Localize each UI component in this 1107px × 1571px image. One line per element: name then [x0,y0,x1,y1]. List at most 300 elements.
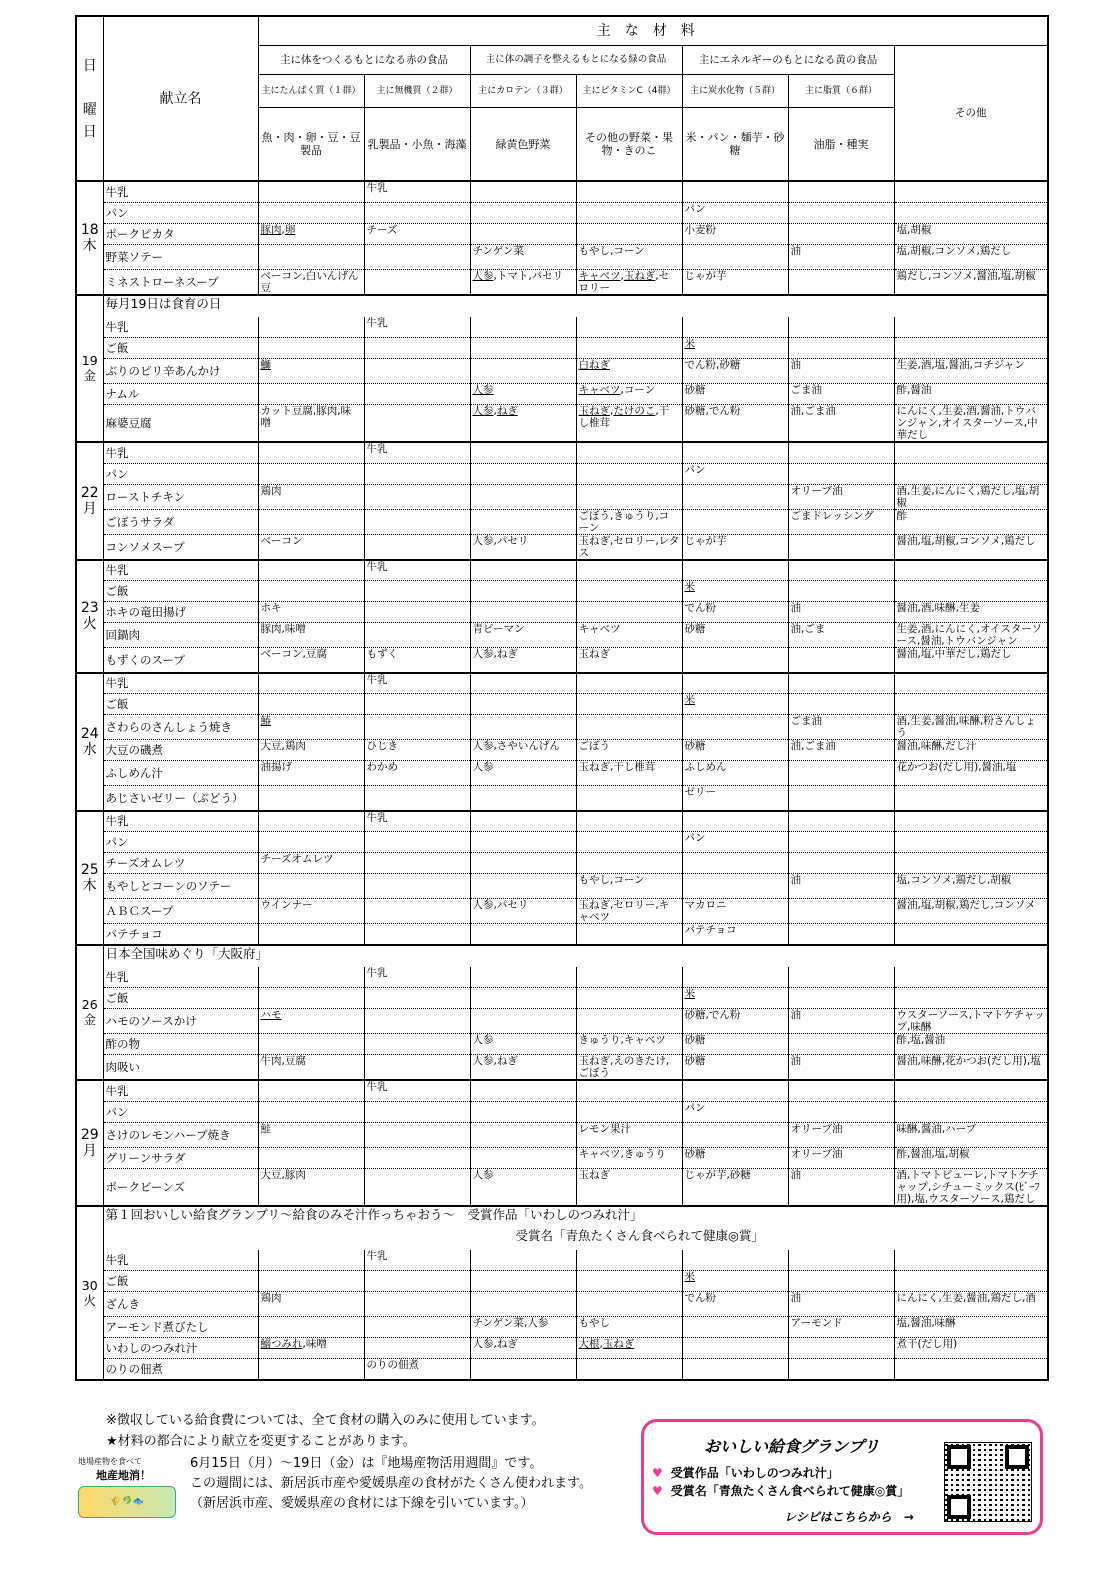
dish-name: 大豆の磯煮 [103,740,258,761]
ingredient-cell: 醤油,塩,胡椒,鶏だし,コンソメ [894,899,1048,924]
ingredient-cell [470,581,576,602]
ingredient-cell: きゅうり,キャベツ [576,1034,682,1055]
ingredient-cell: 酢,醤油,塩,胡椒 [894,1147,1048,1168]
table-row [76,1055,1048,1081]
dish-name: ミネストローネスープ [103,269,258,295]
ingredient-cell [364,1292,470,1317]
ingredient-cell: 人参,ねぎ [470,405,576,443]
day-cell: 26 金 [76,945,103,1081]
ingredient-cell [470,602,576,623]
ingredient-cell: レモン果汁 [576,1122,682,1147]
ingredient-cell [470,853,576,874]
dish-name: 牛乳 [103,1080,258,1101]
table-row [76,560,1048,581]
ingredient-cell [258,560,364,581]
ingredient-cell [682,1338,788,1359]
ingredient-cell [470,484,576,509]
day-note: 日本全国味めぐり「大阪府」 [103,945,1048,967]
ingredient-cell: 塩,胡椒,コンソメ,鶏だし [894,244,1048,269]
ingredient-cell: 油 [788,602,894,623]
ingredient-cell [258,1317,364,1338]
ingredient-cell [258,1080,364,1101]
ingredient-cell [682,484,788,509]
ingredient-cell: 生姜,酒,にんにく,オイスターソース,醤油,トウバンジャン [894,623,1048,648]
table-row [76,988,1048,1009]
footer-note-3: 6月15日（月）～19日（金）は『地場産物活用週間』です。 [190,1456,543,1471]
ingredient-cell: 人参,トマト,パセリ [470,269,576,295]
ingredient-cell [682,244,788,269]
ingredient-cell: 鰆 [258,715,364,740]
ingredient-cell [364,1122,470,1147]
ingredient-cell [576,463,682,484]
ingredient-cell [788,534,894,560]
ingredient-cell: 人参,ねぎ [470,1055,576,1081]
table-row [76,602,1048,623]
ingredient-cell: 砂糖,でん粉 [682,405,788,443]
ingredient-cell [682,648,788,673]
ingredient-cell: パン [682,832,788,853]
ingredient-cell: 油 [788,1009,894,1034]
ingredient-cell: ごま油 [788,715,894,740]
header-red-group: 主に体をつくるもとになる赤の食品 [258,46,470,75]
header-sub-5: 主に炭水化物（５群） [682,75,788,108]
footer-note-5: （新居浜市産、愛媛県産の食材には下線を引いています。） [190,1496,534,1511]
ingredient-cell [894,786,1048,811]
ingredient-cell [682,673,788,694]
ingredient-cell [576,988,682,1009]
dish-name: ふしめん汁 [103,761,258,786]
ingredient-cell: 玉ねぎ,セロリー,キャベツ [576,899,682,924]
farm-illustration-icon: 🌾🥬🐟 [78,1486,176,1518]
ingredient-cell: 塩,コンソメ,鶏だし,胡椒 [894,874,1048,899]
ingredient-cell: 白ねぎ [576,359,682,384]
ingredient-cell [258,1250,364,1271]
ingredient-cell: キャベツ,玉ねぎ,セロリー [576,269,682,295]
ingredient-cell: 牛乳 [364,1250,470,1271]
ingredient-cell [788,811,894,832]
ingredient-cell [470,202,576,223]
header-green-group: 主に体の調子を整えるもとになる緑の食品 [470,46,682,75]
ingredient-cell [894,673,1048,694]
table-row [76,694,1048,715]
ingredient-cell: 油揚げ [258,761,364,786]
ingredient-cell: 大根,玉ねぎ [576,1338,682,1359]
ingredient-cell [258,317,364,338]
heart-icon: ♥ [652,1466,663,1480]
ingredient-cell [894,967,1048,988]
ingredient-cell [364,874,470,899]
ingredient-cell [258,384,364,405]
ingredient-cell [470,715,576,740]
dish-name: 牛乳 [103,181,258,202]
header-cat-3: 緑黄色野菜 [470,108,576,182]
table-row [76,673,1048,694]
ingredient-cell: 砂糖 [682,384,788,405]
dish-name: ご飯 [103,988,258,1009]
table-row [76,384,1048,405]
dish-name: パテチョコ [103,924,258,945]
ingredient-cell [364,359,470,384]
ingredient-cell [470,874,576,899]
ingredient-cell: 鰤 [258,359,364,384]
ingredient-cell: 砂糖 [682,1034,788,1055]
ingredient-cell [788,338,894,359]
ingredient-cell [788,269,894,295]
ingredient-cell [258,988,364,1009]
ingredient-cell [364,463,470,484]
table-row [76,181,1048,202]
ingredient-cell [788,967,894,988]
ingredient-cell [576,786,682,811]
ingredient-cell [788,1034,894,1055]
ingredient-cell: 玉ねぎ,セロリー,レタス [576,534,682,560]
ingredient-cell [364,694,470,715]
header-sub-2: 主に無機質（２群） [364,75,470,108]
ingredient-cell [682,1250,788,1271]
header-sub-1: 主にたんぱく質（１群） [258,75,364,108]
ingredient-cell [258,832,364,853]
ingredient-cell: 大豆,鶏肉 [258,740,364,761]
ingredient-cell: ベーコン,豆腐 [258,648,364,673]
ingredient-cell [788,988,894,1009]
ingredient-cell: 砂糖 [682,740,788,761]
ingredient-cell: 小麦粉 [682,223,788,244]
ingredient-cell: ごま油 [788,384,894,405]
ingredient-cell [576,673,682,694]
ingredient-cell: チンゲン菜 [470,244,576,269]
ingredient-cell: 人参 [470,761,576,786]
ingredient-cell [364,1317,470,1338]
table-row [76,1080,1048,1101]
header-sub-4: 主にビタミンC（4群） [576,75,682,108]
ingredient-cell [470,560,576,581]
ingredient-cell [788,1250,894,1271]
dish-name: ＡＢＣスープ [103,899,258,924]
ingredient-cell: 玉ねぎ [576,648,682,673]
table-row [76,359,1048,384]
ingredient-cell [258,673,364,694]
ingredient-cell [682,560,788,581]
ingredient-cell [258,811,364,832]
ingredient-cell: 砂糖,でん粉 [682,1009,788,1034]
ingredient-cell: 米 [682,988,788,1009]
dish-name: コンソメスープ [103,534,258,560]
ingredient-cell: 人参 [470,1034,576,1055]
ingredient-cell [470,694,576,715]
dish-name: ご飯 [103,338,258,359]
ingredient-cell: 牛乳 [364,560,470,581]
ingredient-cell [894,442,1048,463]
ingredient-cell [364,853,470,874]
ingredient-cell [788,202,894,223]
header-cat-4: その他の野菜・果物・きのこ [576,108,682,182]
day-cell: 30 火 [76,1206,103,1380]
ingredient-cell: キャベツ,きゅうり [576,1147,682,1168]
ingredient-cell [894,1359,1048,1380]
ingredient-cell [258,442,364,463]
ingredient-cell: 人参,さやいんげん [470,740,576,761]
table-row [76,1034,1048,1055]
ingredient-cell [682,874,788,899]
table-row [76,786,1048,811]
ingredient-cell: 牛乳 [364,317,470,338]
ingredient-cell: 鰯つみれ,味噌 [258,1338,364,1359]
dish-name: 牛乳 [103,673,258,694]
ingredient-cell [894,317,1048,338]
ingredient-cell: 醤油,塩,胡椒,コンソメ,鶏だし [894,534,1048,560]
ingredient-cell: 生姜,酒,塩,醤油,コチジャン [894,359,1048,384]
menu-table [75,15,1049,1381]
table-row [76,1009,1048,1034]
ingredient-cell: 酢 [894,509,1048,534]
ingredient-cell: ごまドレッシング [788,509,894,534]
ingredient-cell [364,623,470,648]
ingredient-cell [364,832,470,853]
ingredient-cell: 油 [788,359,894,384]
dish-name: ご飯 [103,581,258,602]
ingredient-cell: にんにく,生姜,醤油,鶏だし,酒 [894,1292,1048,1317]
dish-name: 牛乳 [103,967,258,988]
ingredient-cell [894,463,1048,484]
dish-name: のりの佃煮 [103,1359,258,1380]
ingredient-cell [576,853,682,874]
ingredient-cell [682,811,788,832]
ingredient-cell: キャベツ [576,623,682,648]
dish-name: パン [103,832,258,853]
day-cell: 24 水 [76,673,103,811]
ingredient-cell [364,509,470,534]
ingredient-cell: 米 [682,694,788,715]
ingredient-cell: キャベツ,コーン [576,384,682,405]
ingredient-cell: 玉ねぎ [576,1168,682,1206]
table-row [76,269,1048,295]
table-row [76,924,1048,945]
day-cell: 25 木 [76,811,103,945]
dish-name: ポークピカタ [103,223,258,244]
ingredient-cell: 酢,醤油 [894,384,1048,405]
header-day: 日 曜 日 [76,16,103,181]
header-sub-6: 主に脂質（６群） [788,75,894,108]
qr-code-icon[interactable] [944,1442,1032,1522]
ingredient-cell: 油,ごま [788,623,894,648]
ingredient-cell [470,811,576,832]
ingredient-cell [682,853,788,874]
ingredient-cell [788,317,894,338]
ingredient-cell [788,673,894,694]
ingredient-cell [258,1101,364,1122]
ingredient-cell: でん粉 [682,602,788,623]
dish-name: ご飯 [103,1271,258,1292]
ingredient-cell: じゃが芋,砂糖 [682,1168,788,1206]
table-row [76,1338,1048,1359]
table-row [76,317,1048,338]
ingredient-cell [364,602,470,623]
ingredient-cell [364,534,470,560]
ingredient-cell: わかめ [364,761,470,786]
ingredient-cell: 大豆,豚肉 [258,1168,364,1206]
grandprix-work: ♥ 受賞作品「いわしのつみれ汁」 [652,1466,839,1480]
header-cat-2: 乳製品・小魚・海藻 [364,108,470,182]
ingredient-cell [364,1034,470,1055]
day-cell: 18 木 [76,181,103,295]
ingredient-cell [576,223,682,244]
dish-name: ご飯 [103,694,258,715]
ingredient-cell [576,811,682,832]
dish-name: さわらのさんしょう焼き [103,715,258,740]
table-row [76,484,1048,509]
ingredient-cell [258,967,364,988]
table-row [76,244,1048,269]
ingredient-cell [894,832,1048,853]
ingredient-cell [894,924,1048,945]
ingredient-cell: 酢,塩,醤油 [894,1034,1048,1055]
ingredient-cell [894,988,1048,1009]
header-main-ingredients: 主な材料 [258,16,1048,46]
table-row [76,509,1048,534]
ingredient-cell [470,317,576,338]
ingredient-cell: 鮭 [258,1122,364,1147]
ingredient-cell: 牛乳 [364,181,470,202]
footer-note-1: ※徴収している給食費については、全て食材の購入のみに使用しています。 [106,1413,545,1428]
table-row [76,967,1048,988]
dish-name: 牛乳 [103,1250,258,1271]
ingredient-cell [364,202,470,223]
ingredient-cell: 油,ごま油 [788,405,894,443]
ingredient-cell [576,1271,682,1292]
ingredient-cell: 醤油,塩,中華だし,鶏だし [894,648,1048,673]
ingredient-cell [258,509,364,534]
ingredient-cell: 油 [788,244,894,269]
dish-name: いわしのつみれ汁 [103,1338,258,1359]
ingredient-cell [470,967,576,988]
ingredient-cell [364,484,470,509]
ingredient-cell [682,509,788,534]
day-note: 第１回おいしい給食グランプリ～給食のみそ汁作っちゃおう～ 受賞作品「いわしのつみれ汁」 [103,1206,1048,1228]
dish-name: ナムル [103,384,258,405]
ingredient-cell [576,924,682,945]
ingredient-cell: 油 [788,1168,894,1206]
ingredient-cell [364,1009,470,1034]
ingredient-cell [788,694,894,715]
ingredient-cell [364,1055,470,1081]
ingredient-cell [364,924,470,945]
table-row [76,1271,1048,1292]
ingredient-cell: 人参,パセリ [470,534,576,560]
ingredient-cell [576,442,682,463]
table-row [76,1147,1048,1168]
ingredient-cell: オリーブ油 [788,1122,894,1147]
ingredient-cell [788,1359,894,1380]
ingredient-cell: 人参,パセリ [470,899,576,924]
ingredient-cell [364,269,470,295]
ingredient-cell: 豚肉,卵 [258,223,364,244]
ingredient-cell [258,581,364,602]
footer-note-4: この週間には、新居浜市産や愛媛県産の食材がたくさん使われます。 [190,1476,592,1491]
ingredient-cell [894,1101,1048,1122]
ingredient-cell [682,317,788,338]
ingredient-cell [576,581,682,602]
ingredient-cell: 牛乳 [364,673,470,694]
table-row [76,811,1048,832]
ingredient-cell: 塩,醤油,味醂 [894,1317,1048,1338]
ingredient-cell [576,694,682,715]
header-menu-name: 献立名 [103,16,258,181]
ingredient-cell [682,715,788,740]
header-other: その他 [894,46,1048,182]
dish-name: 麻婆豆腐 [103,405,258,443]
ingredient-cell: 醤油,味醂,だし汁 [894,740,1048,761]
ingredient-cell [788,899,894,924]
ingredient-cell: ひじき [364,740,470,761]
ingredient-cell [894,694,1048,715]
ingredient-cell [788,1271,894,1292]
ingredient-cell: 米 [682,581,788,602]
dish-name: 肉吸い [103,1055,258,1081]
ingredient-cell [470,786,576,811]
ingredient-cell: 鶏だし,コンソメ,醤油,塩,胡椒 [894,269,1048,295]
ingredient-cell [364,1101,470,1122]
ingredient-cell [576,1250,682,1271]
ingredient-cell [258,244,364,269]
ingredient-cell: チーズオムレツ [258,853,364,874]
table-row [76,832,1048,853]
ingredient-cell [788,761,894,786]
ingredient-cell [894,581,1048,602]
ingredient-cell [364,244,470,269]
dish-name: 野菜ソテー [103,244,258,269]
dish-name: もやしとコーンのソテー [103,874,258,899]
dish-name: もずくのスープ [103,648,258,673]
chisan-chisho-logo: 地場産物を食べて 地産地消！ 🌾🥬🐟 [78,1457,178,1519]
header-cat-1: 魚・肉・卵・豆・豆製品 [258,108,364,182]
ingredient-cell [682,1122,788,1147]
ingredient-cell: ウインナー [258,899,364,924]
ingredient-cell [788,463,894,484]
ingredient-cell: じゃが芋 [682,534,788,560]
ingredient-cell: 牛乳 [364,967,470,988]
ingredient-cell: 味醂,醤油,ハーブ [894,1122,1048,1147]
ingredient-cell [682,1359,788,1380]
ingredient-cell [894,1250,1048,1271]
ingredient-cell: ゼリー [682,786,788,811]
ingredient-cell: もやし,コーン [576,244,682,269]
ingredient-cell: 玉ねぎ,たけのこ,干し椎茸 [576,405,682,443]
dish-name: チーズオムレツ [103,853,258,874]
ingredient-cell: 油,ごま油 [788,740,894,761]
ingredient-cell: パテチョコ [682,924,788,945]
ingredient-cell [470,988,576,1009]
table-row [76,405,1048,443]
ingredient-cell: 醤油,味醂,花かつお(だし用),塩 [894,1055,1048,1081]
ingredient-cell: 油 [788,874,894,899]
ingredient-cell: でん粉 [682,1292,788,1317]
ingredient-cell: ハモ [258,1009,364,1034]
ingredient-cell [470,673,576,694]
ingredient-cell: オリーブ油 [788,484,894,509]
recipe-link[interactable]: レシピはこちらから → [784,1510,914,1524]
day-cell: 19 金 [76,295,103,443]
table-row [76,202,1048,223]
ingredient-cell [682,442,788,463]
ingredient-cell: ベーコン [258,534,364,560]
ingredient-cell [576,1101,682,1122]
ingredient-cell [364,1271,470,1292]
dish-name: ぶりのピリ辛あんかけ [103,359,258,384]
ingredient-cell: 牛乳 [364,1080,470,1101]
ingredient-cell [788,853,894,874]
ingredient-cell [576,560,682,581]
ingredient-cell: 酒,生姜,醤油,味醂,粉さんしょう [894,715,1048,740]
